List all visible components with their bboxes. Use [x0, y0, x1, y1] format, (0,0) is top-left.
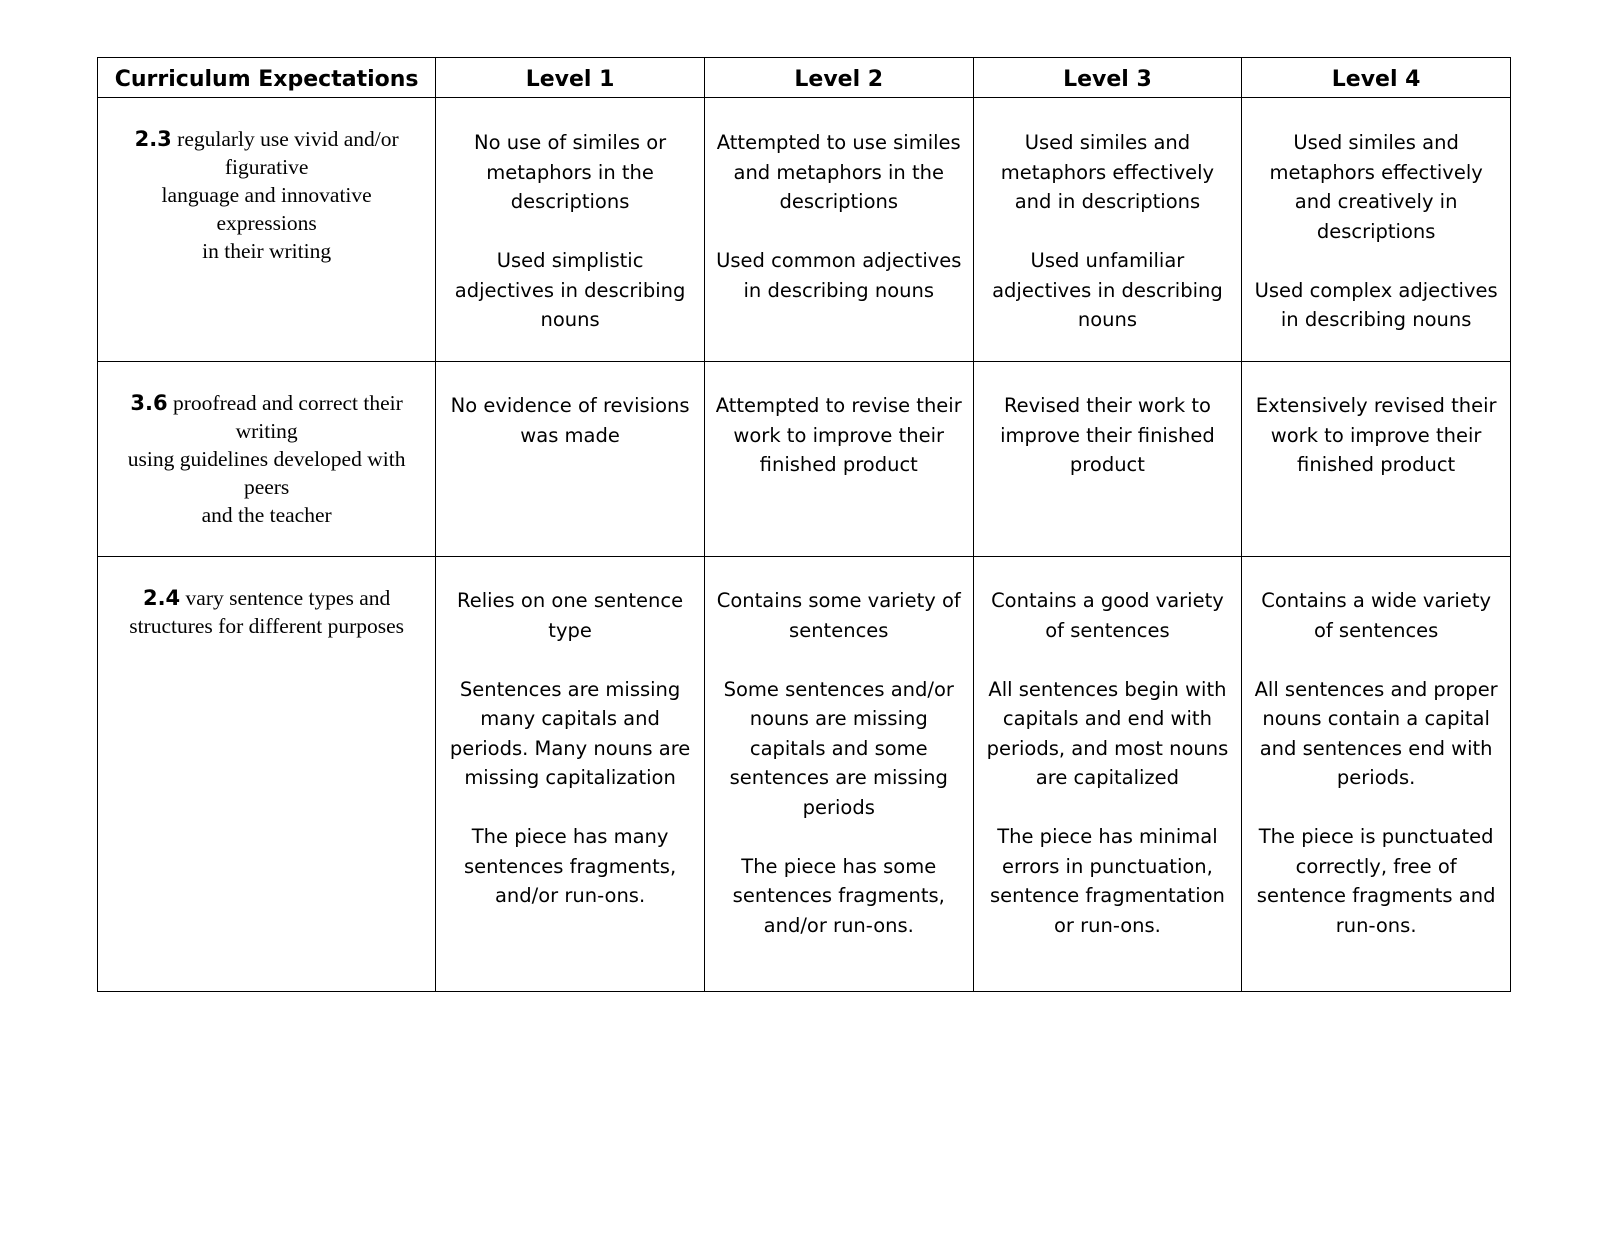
header-level-4: Level 4 [1242, 58, 1511, 98]
descriptor: The piece has minimal errors in punctuation, sentence fragmentation or run-ons. [989, 825, 1225, 937]
level-4-cell [1242, 557, 1511, 992]
expectation-code: 2.3 [134, 127, 172, 151]
level-4-cell [1242, 362, 1511, 557]
expectation-line: using guidelines developed with [127, 447, 406, 471]
rubric-table [97, 57, 1511, 992]
descriptor: Used similes and metaphors effectively and in descriptions [1000, 131, 1215, 213]
table-row [98, 98, 1511, 362]
descriptor: Relies on one sentence type [457, 589, 684, 642]
expectation-line: expressions [216, 211, 317, 235]
level-2-cell [704, 98, 973, 362]
table-row [98, 557, 1511, 992]
descriptor: Used complex adjectives in describing nouns [1254, 278, 1498, 331]
level-4-cell [1242, 98, 1511, 362]
descriptor: Revised their work to improve their finished product [1000, 394, 1215, 476]
level-3-cell [973, 557, 1242, 992]
descriptor: All sentences begin with capitals and end with periods, and most nouns are capitalized [986, 677, 1229, 789]
level-2-cell [704, 557, 973, 992]
descriptor: The piece is punctuated correctly, free of sentence fragments and run-ons. [1256, 825, 1496, 937]
descriptor: Used simplistic adjectives in describing nouns [454, 249, 686, 331]
expectation-line: structures for different purposes [129, 614, 405, 638]
descriptor: Contains a good variety of sentences [991, 589, 1224, 642]
level-1-cell [436, 362, 705, 557]
expectation-code: 3.6 [130, 391, 168, 415]
descriptor: Some sentences and/or nouns are missing capitals and some sentences are missing periods [723, 677, 954, 819]
level-1-cell [436, 557, 705, 992]
level-1-cell [436, 98, 705, 362]
table-row [98, 362, 1511, 557]
descriptor: Used unfamiliar adjectives in describing nouns [992, 249, 1223, 331]
descriptor: Used similes and metaphors effectively and creatively in descriptions [1269, 131, 1483, 243]
descriptor: All sentences and proper nouns contain a capital and sentences end with periods. [1254, 677, 1498, 789]
descriptor: Contains a wide variety of sentences [1261, 589, 1492, 642]
expectation-cell [98, 557, 436, 992]
level-2-cell [704, 362, 973, 557]
descriptor: No use of similes or metaphors in the descriptions [474, 131, 667, 213]
descriptor: Attempted to use similes and metaphors in the descriptions [716, 131, 961, 213]
expectation-cell [98, 362, 436, 557]
expectation-line: writing [235, 419, 298, 443]
expectation-line: 2.4 vary sentence types and [142, 586, 391, 610]
expectation-line: and the teacher [201, 503, 332, 527]
expectation-line: 2.3 regularly use vivid and/or [134, 127, 399, 151]
header-level-3: Level 3 [973, 58, 1242, 98]
descriptor: Attempted to revise their work to improve their finished product [715, 394, 962, 476]
header-level-2: Level 2 [704, 58, 973, 98]
descriptor: The piece has some sentences fragments, and/or run-ons. [732, 854, 945, 937]
descriptor: Used common adjectives in describing nouns [716, 249, 962, 302]
descriptor: Sentences are missing many capitals and periods. Many nouns are missing capitalization [449, 677, 691, 789]
expectation-line: 3.6 proofread and correct their [130, 391, 403, 415]
expectation-line: peers [243, 475, 290, 499]
expectation-line: figurative [224, 155, 309, 179]
header-curriculum-expectations: Curriculum Expectations [98, 58, 436, 98]
level-3-cell [973, 98, 1242, 362]
expectation-line: in their writing [202, 239, 332, 263]
header-level-1: Level 1 [436, 58, 705, 98]
expectation-line: language and innovative [161, 183, 372, 207]
level-3-cell [973, 362, 1242, 557]
expectation-code: 2.4 [142, 586, 181, 610]
descriptor: No evidence of revisions was made [450, 394, 690, 447]
descriptor: The piece has many sentences fragments, and/or run-ons. [464, 825, 677, 907]
header-row [98, 58, 1511, 98]
descriptor: Contains some variety of sentences [716, 589, 961, 642]
descriptor: Extensively revised their work to improve their finished product [1255, 394, 1497, 476]
expectation-cell [98, 98, 436, 362]
